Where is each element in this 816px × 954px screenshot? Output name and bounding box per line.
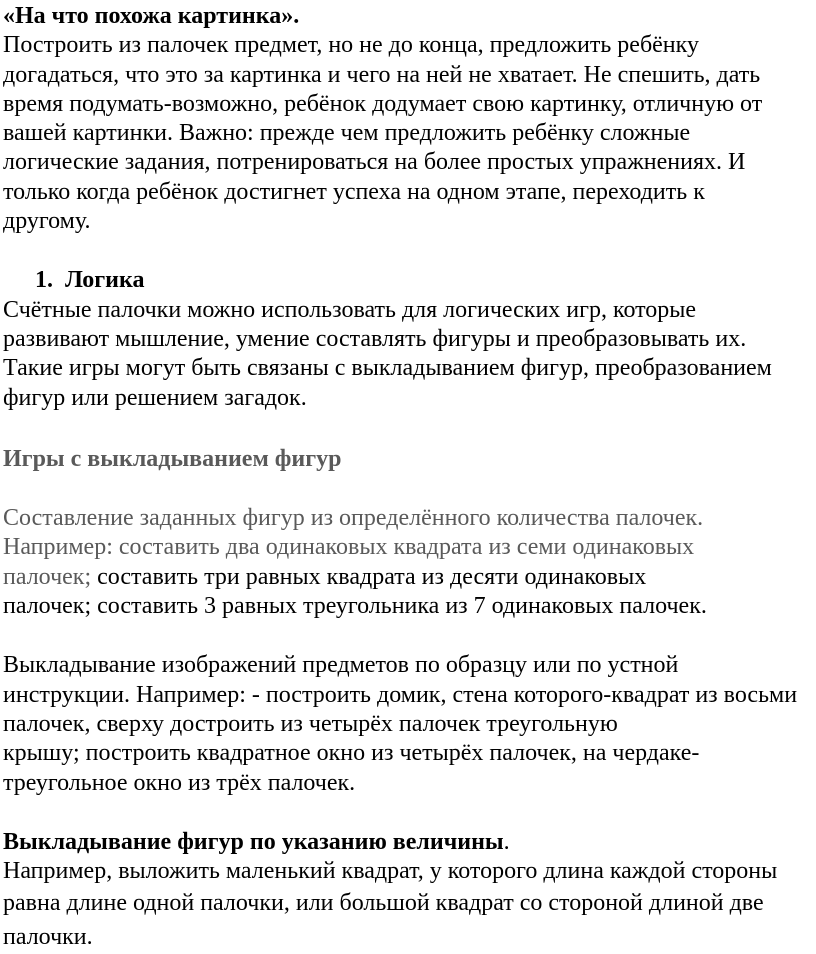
- subsection-heading-tail: .: [503, 828, 510, 855]
- subsection-line: Например: составить два одинаковых квадрата из семи одинаковых: [3, 534, 695, 561]
- subsection-line-gray-part: палочек;: [3, 563, 92, 590]
- size-line: Например, выложить маленький квадрат, у которого длина каждой стороны: [3, 858, 778, 885]
- paragraph-line: треугольное окно из трёх палочек.: [3, 769, 356, 796]
- intro-line: только когда ребёнок достигнет успеха на одном этапе, переходить к: [3, 178, 705, 205]
- section-line: Такие игры могут быть связаны с выкладыванием фигур, преобразованием: [3, 355, 772, 382]
- paragraph-line: Выкладывание изображений предметов по образцу или по устной: [3, 652, 679, 679]
- subsection-line: [3, 563, 815, 592]
- size-line: палочки.: [3, 924, 93, 951]
- size-line: равна длине одной палочки, или большой квадрат со стороной длиной две: [3, 890, 764, 917]
- subsection-heading-figures: Игры с выкладыванием фигур: [3, 445, 342, 472]
- subsection-line: Составление заданных фигур из определённого количества палочек.: [3, 505, 704, 532]
- document-page: [3, 2, 815, 954]
- intro-line: логические задания, потренироваться на более простых упражнениях. И: [3, 149, 746, 176]
- intro-line: другому.: [3, 208, 91, 235]
- intro-line: вашей картинки. Важно: прежде чем предложить ребёнку сложные: [3, 120, 691, 147]
- subsection-heading-size: [3, 828, 815, 857]
- subsection-line: палочек; составить 3 равных треугольника из 7 одинаковых палочек.: [3, 593, 707, 620]
- section-line: фигур или решением загадок.: [3, 384, 307, 411]
- intro-line: время подумать-возможно, ребёнок додумает свою картинку, отличную от: [3, 90, 763, 117]
- section-heading-text: Логика: [65, 267, 145, 294]
- intro-line: догадаться, что это за картинка и чего на ней не хватает. Не спешить, дать: [3, 61, 761, 88]
- subsection-line-rest: составить три равных квадрата из десяти одинаковых: [91, 563, 647, 590]
- section-line: Счётные палочки можно использовать для логических игр, которые: [3, 296, 697, 323]
- paragraph-line: палочек, сверху достроить из четырёх палочек треугольную: [3, 710, 618, 737]
- section-heading-logic: [3, 266, 815, 295]
- paragraph-line: инструкции. Например: - построить домик, стена которого-квадрат из восьми: [3, 681, 798, 708]
- intro-line: Построить из палочек предмет, но не до конца, предложить ребёнку: [3, 32, 699, 59]
- section-line: развивают мышление, умение составлять фигуры и преобразовывать их.: [3, 325, 747, 352]
- section-number: 1.: [35, 267, 53, 294]
- intro-title: «На что похожа картинка».: [3, 3, 300, 29]
- paragraph-line: крышу; построить квадратное окно из четырёх палочек, на чердаке-: [3, 740, 700, 767]
- subsection-heading-text: Выкладывание фигур по указанию величины: [3, 828, 504, 855]
